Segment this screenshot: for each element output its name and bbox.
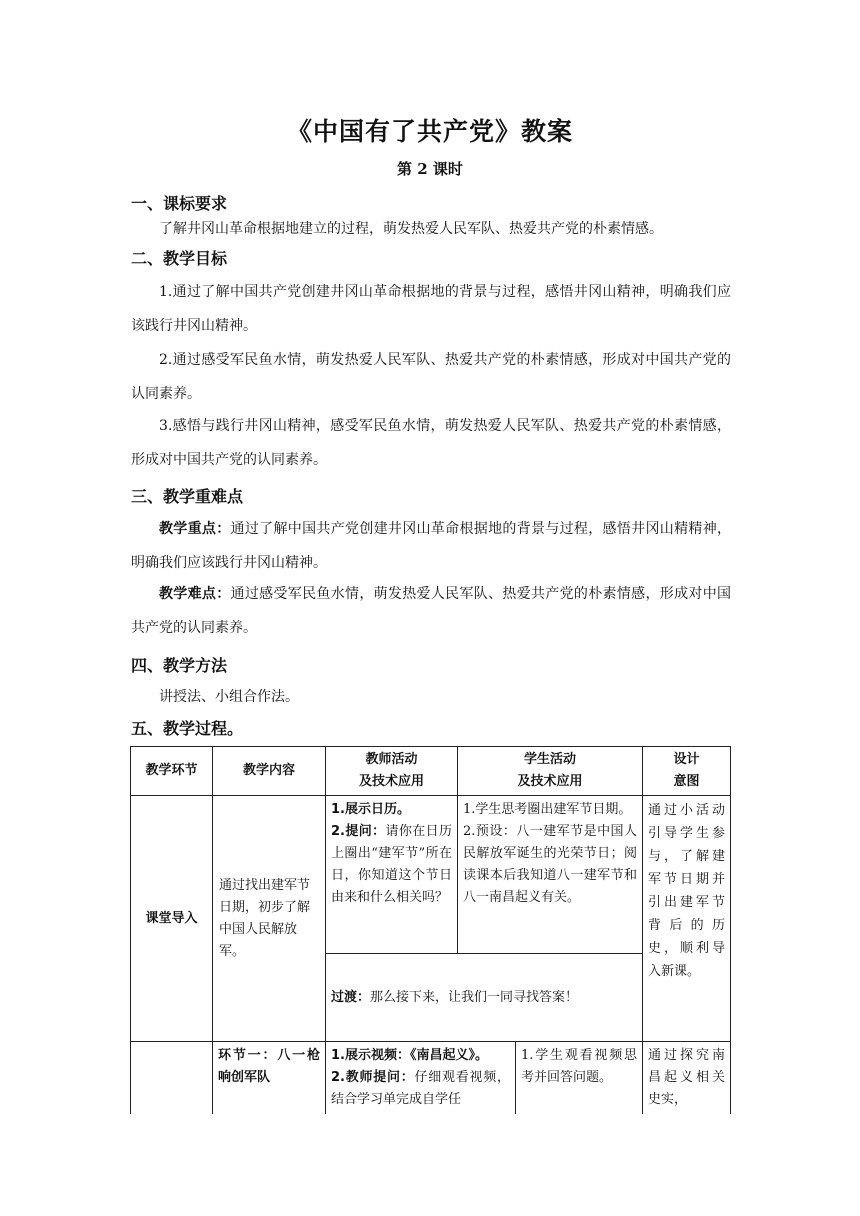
teaching-process-table bbox=[130, 746, 731, 1114]
transition-cell bbox=[326, 954, 643, 1042]
teacher-step-1: 1.展示日历。 bbox=[331, 802, 410, 817]
teacher-step-2 bbox=[331, 821, 452, 909]
heading-teaching-objectives: 二、教学目标 bbox=[131, 249, 228, 268]
transition-label: 过渡： bbox=[331, 989, 371, 1005]
content-cell-intro: 通过找出建军节日期，初步了解中国人民解放军。 bbox=[213, 796, 326, 1042]
difficult-point-paragraph bbox=[131, 577, 731, 645]
header-design-line2: 意图 bbox=[673, 774, 700, 789]
header-student-line1: 学生活动 bbox=[524, 752, 577, 767]
design-cell-intro: 通过小活动引导学生参与，了解建军节日期并引出建军节背后的历史，顺利导入新课。 bbox=[643, 796, 731, 1042]
content-cell-part1: 环节一：八一枪响创军队 bbox=[213, 1042, 326, 1115]
document-subtitle: 第 2 课时 bbox=[397, 160, 463, 178]
key-point-text: 通过了解中国共产党创建井冈山革命根据地的背景与过程，感悟井冈山精精神，明确我们应该践行井冈山精神。 bbox=[131, 521, 732, 571]
table-row bbox=[131, 796, 731, 954]
objective-2: 2.通过感受军民鱼水情，萌发热爱人民军队、热爱共产党的朴素情感，形成对中国共产党的认同素养。 bbox=[131, 352, 731, 402]
header-content: 教学内容 bbox=[213, 747, 326, 796]
objective-1: 1.通过了解中国共产党创建井冈山革命根据地的背景与过程，感悟井冈山精神，明确我们应该践行井冈山精神。 bbox=[131, 284, 731, 334]
stage-cell-intro: 课堂导入 bbox=[131, 796, 213, 1042]
header-design-intent bbox=[643, 747, 731, 796]
key-point-label: 教学重点： bbox=[159, 521, 231, 537]
design-cell-part1: 通过探究南昌起义相关史实， bbox=[643, 1042, 731, 1115]
header-teacher-line2: 及技术应用 bbox=[359, 774, 425, 789]
header-student-activity bbox=[458, 747, 643, 796]
teaching-methods-text: 讲授法、小组合作法。 bbox=[159, 689, 299, 705]
teacher-step-2-text: 请你在日历上圈出“建军节”所在日，你知道这个节日由来和什么相关吗？ bbox=[331, 824, 453, 905]
document-title: 《中国有了共产党》教案 bbox=[286, 117, 573, 146]
heading-teaching-methods: 四、教学方法 bbox=[131, 656, 228, 675]
header-student-line2: 及技术应用 bbox=[517, 774, 583, 789]
teacher-cell-intro bbox=[326, 796, 458, 954]
transition-text: 那么接下来，让我们一同寻找答案！ bbox=[370, 989, 579, 1005]
table-row bbox=[131, 1042, 731, 1115]
header-teacher-activity bbox=[326, 747, 458, 796]
student-cell-intro: 1.学生思考圈出建军节日期。 2.预设：八一建军节是中国人民解放军诞生的光荣节日；阅读课本后我知道八一建军节和八一南昌起义有关。 bbox=[458, 796, 643, 954]
key-point-paragraph bbox=[131, 512, 731, 580]
heading-key-difficult-points: 三、教学重难点 bbox=[131, 487, 244, 506]
curriculum-requirements-text: 了解井冈山革命根据地建立的过程，萌发热爱人民军队、热爱共产党的朴素情感。 bbox=[159, 221, 663, 237]
heading-curriculum-requirements: 一、课标要求 bbox=[131, 194, 228, 213]
header-design-line1: 设计 bbox=[673, 752, 700, 767]
difficult-point-text: 通过感受军民鱼水情，萌发热爱人民军队、热爱共产党的朴素情感，形成对中国共产党的认同素养。 bbox=[131, 586, 732, 636]
stage-cell-part1 bbox=[131, 1042, 213, 1115]
teacher-cell-part1 bbox=[326, 1042, 516, 1115]
teacher-step-2-text: 仔细观看视频，结合学习单完成自学任 bbox=[331, 1070, 511, 1107]
student-cell-part1: 1.学生观看视频思考并回答问题。 bbox=[516, 1042, 643, 1115]
difficult-point-label: 教学难点： bbox=[159, 586, 231, 602]
table-header-row bbox=[131, 747, 731, 796]
teacher-step-1: 1.展示视频：《南昌起义》。 bbox=[331, 1048, 488, 1063]
heading-teaching-process: 五、教学过程。 bbox=[131, 719, 244, 738]
teacher-step-2-label: 2.提问： bbox=[331, 824, 386, 839]
teacher-step-2 bbox=[331, 1067, 510, 1111]
header-stage: 教学环节 bbox=[131, 747, 213, 796]
header-teacher-line1: 教师活动 bbox=[365, 752, 418, 767]
objective-3: 3.感悟与践行井冈山精神，感受军民鱼水情，萌发热爱人民军队、热爱共产党的朴素情感，形成对中国共产党的认同素养。 bbox=[131, 418, 731, 468]
teacher-step-2-label: 2.教师提问： bbox=[331, 1070, 415, 1085]
